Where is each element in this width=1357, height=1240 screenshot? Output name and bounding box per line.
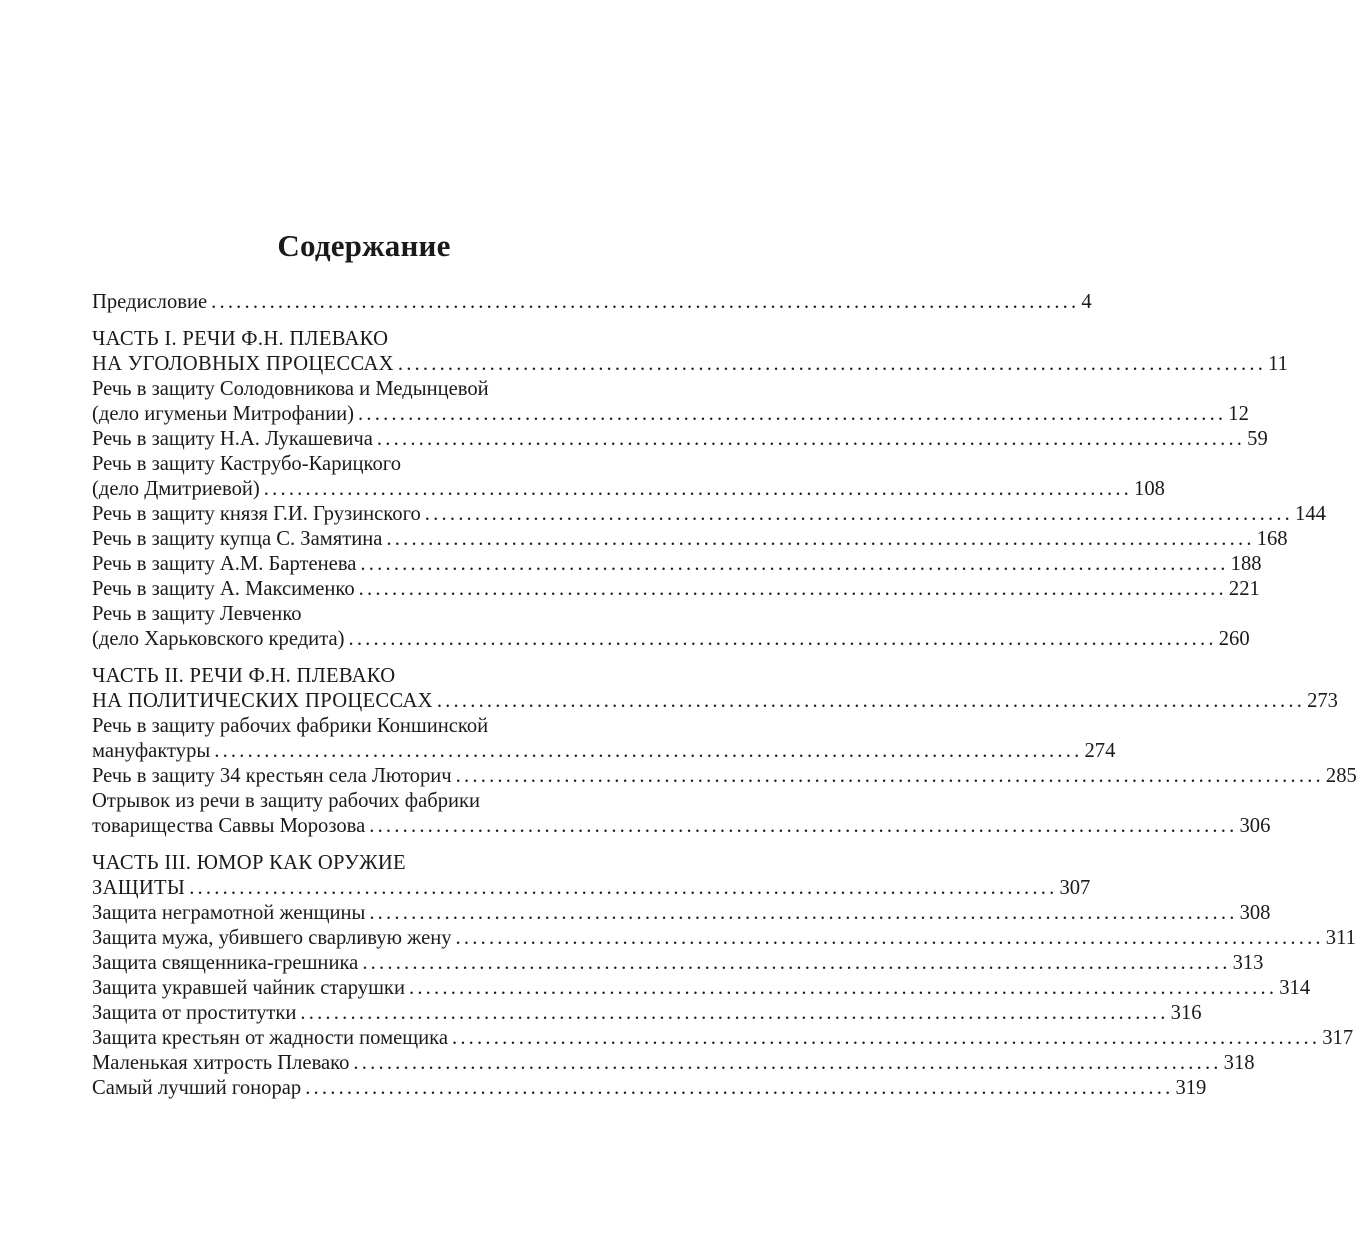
- toc-entry-title-line: Речь в защиту Каструбо-Карицкого: [92, 453, 402, 475]
- toc-entry-title: (дело Дмитриевой): [92, 478, 260, 500]
- toc-entry-title-line: Речь в защиту Солодовникова и Медынцевой: [92, 378, 489, 400]
- toc-entry: [92, 290, 1092, 315]
- toc-entry-title: Речь в защиту купца С. Замятина: [92, 528, 383, 550]
- page-number: 4: [1081, 291, 1092, 313]
- toc-entry-row: [92, 1051, 1255, 1076]
- toc-entry-row: [92, 1076, 1207, 1101]
- dot-leader: ........................................................................................................: [369, 902, 1238, 924]
- dot-leader: ........................................................................................................: [455, 927, 1324, 949]
- page-number: 274: [1084, 740, 1116, 762]
- dot-leader: ........................................................................................................: [358, 578, 1227, 600]
- dot-leader: ........................................................................................................: [300, 1002, 1169, 1024]
- toc-entry-row: [92, 926, 1356, 951]
- page-number: 273: [1307, 690, 1338, 712]
- toc-entry-title: Речь в защиту А. Максименко: [92, 578, 355, 600]
- page-number: 318: [1223, 1052, 1255, 1074]
- toc-entry-row: [92, 427, 1268, 452]
- toc-entry-title: Речь в защиту А.М. Бартенева: [92, 553, 357, 575]
- toc-entry-row: [92, 976, 1311, 1001]
- toc-entry-title: (дело Харьковского кредита): [92, 628, 345, 650]
- toc-entry: [92, 1051, 1255, 1076]
- dot-leader: ........................................................................................................: [362, 952, 1231, 974]
- toc-entry: [92, 452, 1165, 502]
- dot-leader: ........................................................................................................: [424, 503, 1294, 525]
- page-number: 307: [1059, 877, 1091, 899]
- toc-entry-row: [92, 814, 1271, 839]
- toc-entry: [92, 527, 1288, 552]
- page-number: 319: [1175, 1077, 1207, 1099]
- dot-leader: ........................................................................................................: [360, 553, 1229, 575]
- toc-entry-title-line: ЧАСТЬ I. РЕЧИ Ф.Н. ПЛЕВАКО: [92, 328, 389, 350]
- dot-leader: ........................................................................................................: [214, 740, 1083, 762]
- page-number: 260: [1218, 628, 1250, 650]
- toc-entry-title: Предисловие: [92, 291, 208, 313]
- page-number: 12: [1228, 403, 1249, 425]
- dot-leader: ........................................................................................................: [397, 353, 1267, 375]
- dot-leader: ........................................................................................................: [408, 977, 1278, 999]
- toc-entry: [92, 377, 1249, 427]
- toc-entry: [92, 1076, 1207, 1101]
- page-number: 221: [1228, 578, 1260, 600]
- toc-entry-title: Самый лучший гонорар: [92, 1077, 302, 1099]
- toc-entry-title: Защита мужа, убившего сварливую жену: [92, 927, 452, 949]
- page-number: 285: [1325, 765, 1357, 787]
- toc-entry-row: [92, 402, 1249, 427]
- toc-entry-row: [92, 552, 1262, 577]
- toc-entry-title: ЗАЩИТЫ: [92, 877, 186, 899]
- dot-leader: ........................................................................................................: [348, 628, 1217, 650]
- toc-entry: [92, 602, 1250, 652]
- page-number: 168: [1256, 528, 1288, 550]
- page-number: 108: [1134, 478, 1165, 500]
- toc-entry-row: [92, 1026, 1354, 1051]
- toc-entry-row: [92, 290, 1092, 315]
- page-number: 11: [1268, 353, 1288, 375]
- toc-entry: [92, 764, 1357, 789]
- dot-leader: ........................................................................................................: [455, 765, 1324, 787]
- toc-entry-title-line: Отрывок из речи в защиту рабочих фабрики: [92, 790, 481, 812]
- toc-entry: [92, 714, 1116, 764]
- toc-entry: [92, 552, 1262, 577]
- page-number: 308: [1239, 902, 1271, 924]
- toc-entry: [92, 1026, 1354, 1051]
- toc-part-heading: [92, 664, 1338, 714]
- toc-entry-title: Защита священника-грешника: [92, 952, 359, 974]
- table-of-contents: [92, 290, 1357, 1101]
- dot-leader: ........................................................................................................: [353, 1052, 1222, 1074]
- page-number: 188: [1230, 553, 1262, 575]
- page-number: 59: [1247, 428, 1268, 450]
- page-title: Содержание: [277, 228, 451, 263]
- dot-leader: ........................................................................................................: [305, 1077, 1174, 1099]
- toc-entry: [92, 951, 1264, 976]
- toc-entry-title: Маленькая хитрость Плевако: [92, 1052, 350, 1074]
- toc-entry: [92, 976, 1311, 1001]
- toc-part-heading: [92, 327, 1288, 377]
- toc-entry: [92, 901, 1271, 926]
- dot-leader: ........................................................................................................: [263, 478, 1133, 500]
- toc-entry-title-line: ЧАСТЬ III. ЮМОР КАК ОРУЖИЕ: [92, 852, 406, 874]
- toc-entry-title: НА УГОЛОВНЫХ ПРОЦЕССАХ: [92, 353, 394, 375]
- toc-entry: [92, 789, 1271, 839]
- toc-entry: [92, 926, 1356, 951]
- toc-entry-title: мануфактуры: [92, 740, 211, 762]
- dot-leader: ........................................................................................................: [211, 291, 1080, 313]
- toc-entry-row: [92, 477, 1165, 502]
- toc-entry-title-line: Речь в защиту рабочих фабрики Коншинской: [92, 715, 489, 737]
- page-number: 311: [1325, 927, 1356, 949]
- page-number: 313: [1232, 952, 1264, 974]
- toc-entry-row: [92, 951, 1264, 976]
- page-number: 316: [1170, 1002, 1202, 1024]
- toc-entry-title: НА ПОЛИТИЧЕСКИХ ПРОЦЕССАХ: [92, 690, 433, 712]
- toc-page: [92, 228, 1357, 1101]
- toc-part-heading: [92, 851, 1091, 901]
- toc-entry-row: [92, 577, 1260, 602]
- toc-entry-title: Речь в защиту 34 крестьян села Люторич: [92, 765, 452, 787]
- toc-entry-row: [92, 901, 1271, 926]
- toc-entry-title: Защита крестьян от жадности помещика: [92, 1027, 448, 1049]
- dot-leader: ........................................................................................................: [369, 815, 1238, 837]
- toc-entry-row: [92, 876, 1091, 901]
- page-number: 317: [1322, 1027, 1354, 1049]
- page-number: 144: [1295, 503, 1326, 525]
- toc-entry-row: [92, 527, 1288, 552]
- toc-entry-row: [92, 739, 1116, 764]
- page-number: 314: [1279, 977, 1311, 999]
- toc-entry-title: Защита укравшей чайник старушки: [92, 977, 405, 999]
- toc-entry-title-line: Речь в защиту Левченко: [92, 603, 302, 625]
- dot-leader: ........................................................................................................: [358, 403, 1227, 425]
- toc-entry-title: Речь в защиту Н.А. Лукашевича: [92, 428, 373, 450]
- toc-entry-title: Защита от проститутки: [92, 1002, 297, 1024]
- toc-entry-row: [92, 764, 1357, 789]
- toc-entry-row: [92, 352, 1288, 377]
- toc-entry-row: [92, 502, 1326, 527]
- toc-entry-title: (дело игуменьи Митрофании): [92, 403, 355, 425]
- dot-leader: ........................................................................................................: [451, 1027, 1321, 1049]
- toc-entry-title-line: ЧАСТЬ II. РЕЧИ Ф.Н. ПЛЕВАКО: [92, 665, 396, 687]
- toc-entry-row: [92, 627, 1250, 652]
- dot-leader: ........................................................................................................: [386, 528, 1255, 550]
- page-number: 306: [1239, 815, 1271, 837]
- toc-entry-title: товарищества Саввы Морозова: [92, 815, 366, 837]
- toc-entry: [92, 577, 1260, 602]
- toc-entry: [92, 1001, 1202, 1026]
- toc-entry-row: [92, 689, 1338, 714]
- dot-leader: ........................................................................................................: [376, 428, 1246, 450]
- toc-entry: [92, 427, 1268, 452]
- dot-leader: ........................................................................................................: [189, 877, 1058, 899]
- toc-entry-title: Речь в защиту князя Г.И. Грузинского: [92, 503, 421, 525]
- dot-leader: ........................................................................................................: [436, 690, 1306, 712]
- toc-entry-row: [92, 1001, 1202, 1026]
- toc-entry: [92, 502, 1326, 527]
- toc-entry-title: Защита неграмотной женщины: [92, 902, 366, 924]
